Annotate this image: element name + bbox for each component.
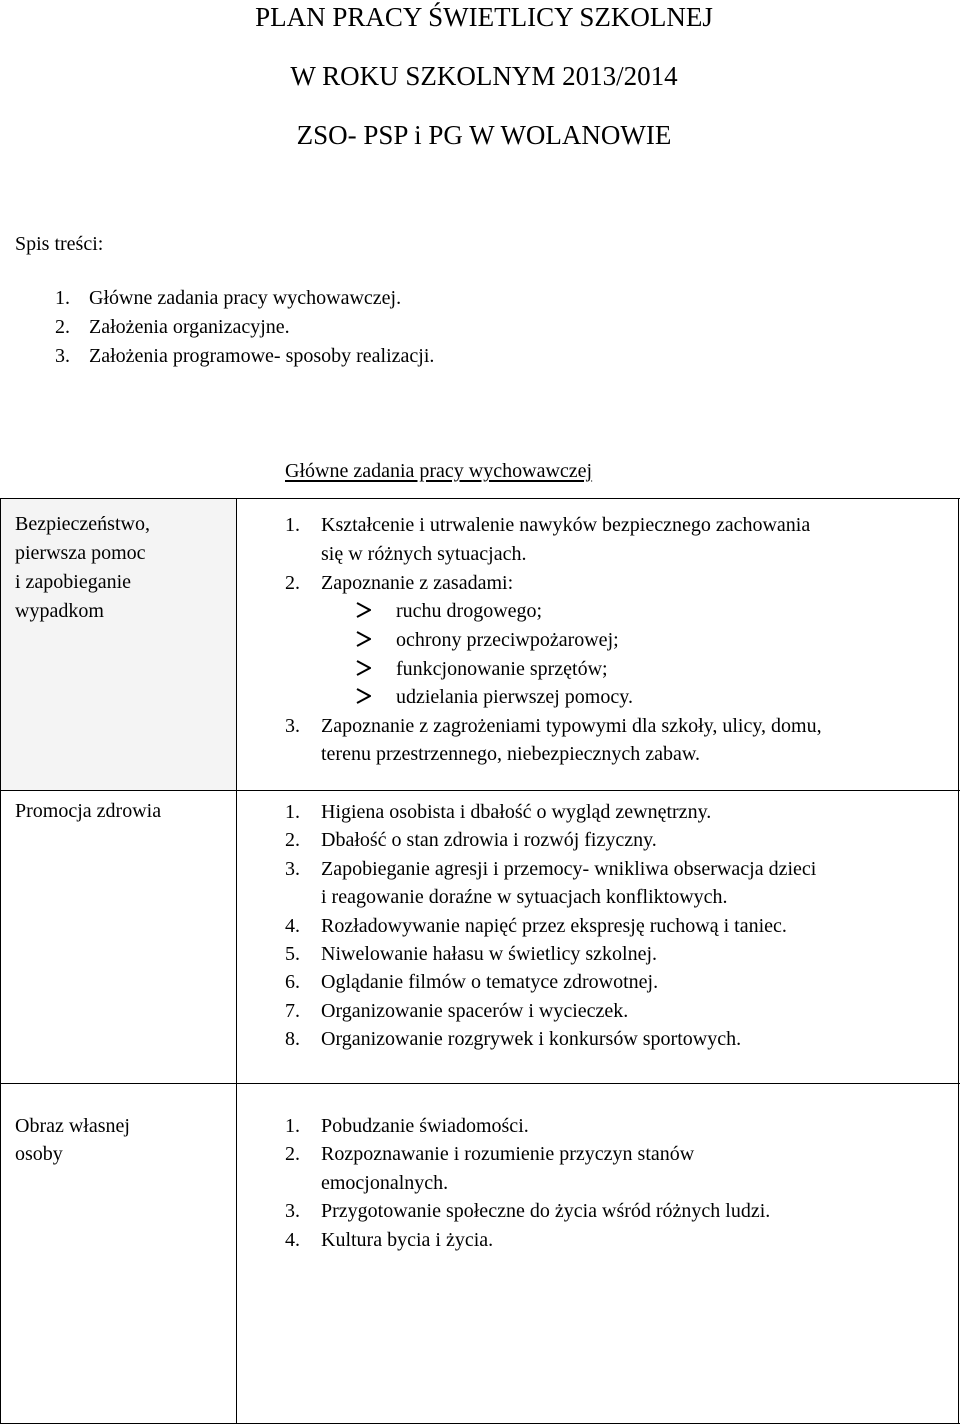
list-item-text: Kształcenie i utrwalenie nawyków bezpiecznego zachowania xyxy=(321,514,811,536)
list-item-text: Organizowanie spacerów i wycieczek. xyxy=(321,1000,629,1022)
row-label-line: wypadkom xyxy=(15,600,104,622)
list-item xyxy=(285,798,711,826)
sub-list-item xyxy=(356,626,619,654)
list-item-number: 8. xyxy=(285,1028,300,1050)
list-item-text: Organizowanie rozgrywek i konkursów sportowych. xyxy=(321,1028,742,1050)
list-item xyxy=(285,855,816,883)
list-item-number: 7. xyxy=(285,1000,300,1022)
document-title-line-3: ZSO- PSP i PG W WOLANOWIE xyxy=(296,120,672,150)
list-item-number: 3. xyxy=(285,715,300,737)
toc-item-number: 3. xyxy=(55,345,70,367)
row-label-line: osoby xyxy=(15,1143,63,1165)
column-divider xyxy=(236,498,237,1424)
list-item-text: Pobudzanie świadomości. xyxy=(321,1115,529,1137)
list-item-number: 2. xyxy=(285,1143,300,1165)
list-item-number: 6. xyxy=(285,971,300,993)
list-item-number: 3. xyxy=(285,858,300,880)
toc-title: Spis treści: xyxy=(15,233,104,255)
sub-list-item-text: udzielania pierwszej pomocy. xyxy=(396,686,633,708)
section-title: Główne zadania pracy wychowawczej xyxy=(285,460,593,482)
arrowhead-bullet-icon xyxy=(356,655,396,683)
table-left-rule xyxy=(0,498,1,1424)
list-item xyxy=(285,511,810,539)
list-item xyxy=(285,997,628,1025)
list-item-number: 3. xyxy=(285,1200,300,1222)
row-divider xyxy=(0,1083,960,1084)
list-item-text: Dbałość o stan zdrowia i rozwój fizyczny. xyxy=(321,829,657,851)
list-item-text: Zapoznanie z zagrożeniami typowymi dla szkoły, ulicy, domu, xyxy=(321,715,822,737)
list-item xyxy=(285,940,657,968)
toc-item xyxy=(55,342,434,370)
table-bottom-rule xyxy=(0,1423,960,1424)
row-label-line: i zapobieganie xyxy=(15,571,132,593)
list-item-number: 1. xyxy=(285,514,300,536)
toc-item-number: 1. xyxy=(55,287,70,309)
list-item-number: 2. xyxy=(285,829,300,851)
list-item-continuation: i reagowanie doraźne w sytuacjach konfliktowych. xyxy=(321,886,728,908)
list-item-text: Zapobieganie agresji i przemocy- wnikliwa obserwacja dzieci xyxy=(321,858,817,880)
list-item-text: Oglądanie filmów o tematyce zdrowotnej. xyxy=(321,971,659,993)
sub-list-item xyxy=(356,597,542,625)
list-item-number: 4. xyxy=(285,915,300,937)
toc-item-text: Główne zadania pracy wychowawczej. xyxy=(89,287,402,309)
table-top-rule xyxy=(0,498,960,499)
row-divider xyxy=(0,790,960,791)
toc-item-text: Założenia programowe- sposoby realizacji. xyxy=(89,345,435,367)
row-label-line: pierwsza pomoc xyxy=(15,542,146,564)
sub-list-item-text: funkcjonowanie sprzętów; xyxy=(396,658,608,680)
list-item xyxy=(285,968,658,996)
list-item xyxy=(285,1140,694,1168)
list-item-text: Rozpoznawanie i rozumienie przyczyn stanów xyxy=(321,1143,695,1165)
table-right-rule xyxy=(958,498,959,1424)
sub-list-item-text: ochrony przeciwpożarowej; xyxy=(396,629,619,651)
document-title-line-1: PLAN PRACY ŚWIETLICY SZKOLNEJ xyxy=(255,2,713,32)
list-item xyxy=(285,1112,529,1140)
list-item-text: Kultura bycia i życia. xyxy=(321,1229,494,1251)
sub-list-item-text: ruchu drogowego; xyxy=(396,600,543,622)
toc-item-number: 2. xyxy=(55,316,70,338)
list-item-number: 1. xyxy=(285,801,300,823)
row-label-line: Obraz własnej xyxy=(15,1115,130,1137)
list-item xyxy=(285,1025,741,1053)
list-item-continuation: się w różnych sytuacjach. xyxy=(321,543,527,565)
document-title-line-2: W ROKU SZKOLNYM 2013/2014 xyxy=(290,61,678,91)
list-item xyxy=(285,912,787,940)
toc-item-text: Założenia organizacyjne. xyxy=(89,316,290,338)
row-label-line: Bezpieczeństwo, xyxy=(15,513,150,535)
list-item xyxy=(285,1226,493,1254)
list-item-number: 1. xyxy=(285,1115,300,1137)
list-item-number: 4. xyxy=(285,1229,300,1251)
list-item xyxy=(285,826,657,854)
arrowhead-bullet-icon xyxy=(356,597,396,625)
list-item-text: Zapoznanie z zasadami: xyxy=(321,572,514,594)
toc-item xyxy=(55,284,401,312)
list-item xyxy=(285,1197,770,1225)
list-item-number: 2. xyxy=(285,572,300,594)
arrowhead-bullet-icon xyxy=(356,683,396,711)
list-item-number: 5. xyxy=(285,943,300,965)
row-label-line: Promocja zdrowia xyxy=(15,800,162,822)
toc-item xyxy=(55,313,290,341)
list-item-continuation: terenu przestrzennego, niebezpiecznych zabaw. xyxy=(321,743,701,765)
list-item-text: Przygotowanie społeczne do życia wśród różnych ludzi. xyxy=(321,1200,771,1222)
list-item-text: Rozładowywanie napięć przez ekspresję ruchową i taniec. xyxy=(321,915,787,937)
sub-list-item xyxy=(356,683,633,711)
sub-list-item xyxy=(356,655,608,683)
arrowhead-bullet-icon xyxy=(356,626,396,654)
list-item-text: Higiena osobista i dbałość o wygląd zewnętrzny. xyxy=(321,801,712,823)
list-item-text: Niwelowanie hałasu w świetlicy szkolnej. xyxy=(321,943,658,965)
list-item xyxy=(285,569,513,597)
list-item-continuation: emocjonalnych. xyxy=(321,1172,449,1194)
list-item xyxy=(285,712,822,740)
